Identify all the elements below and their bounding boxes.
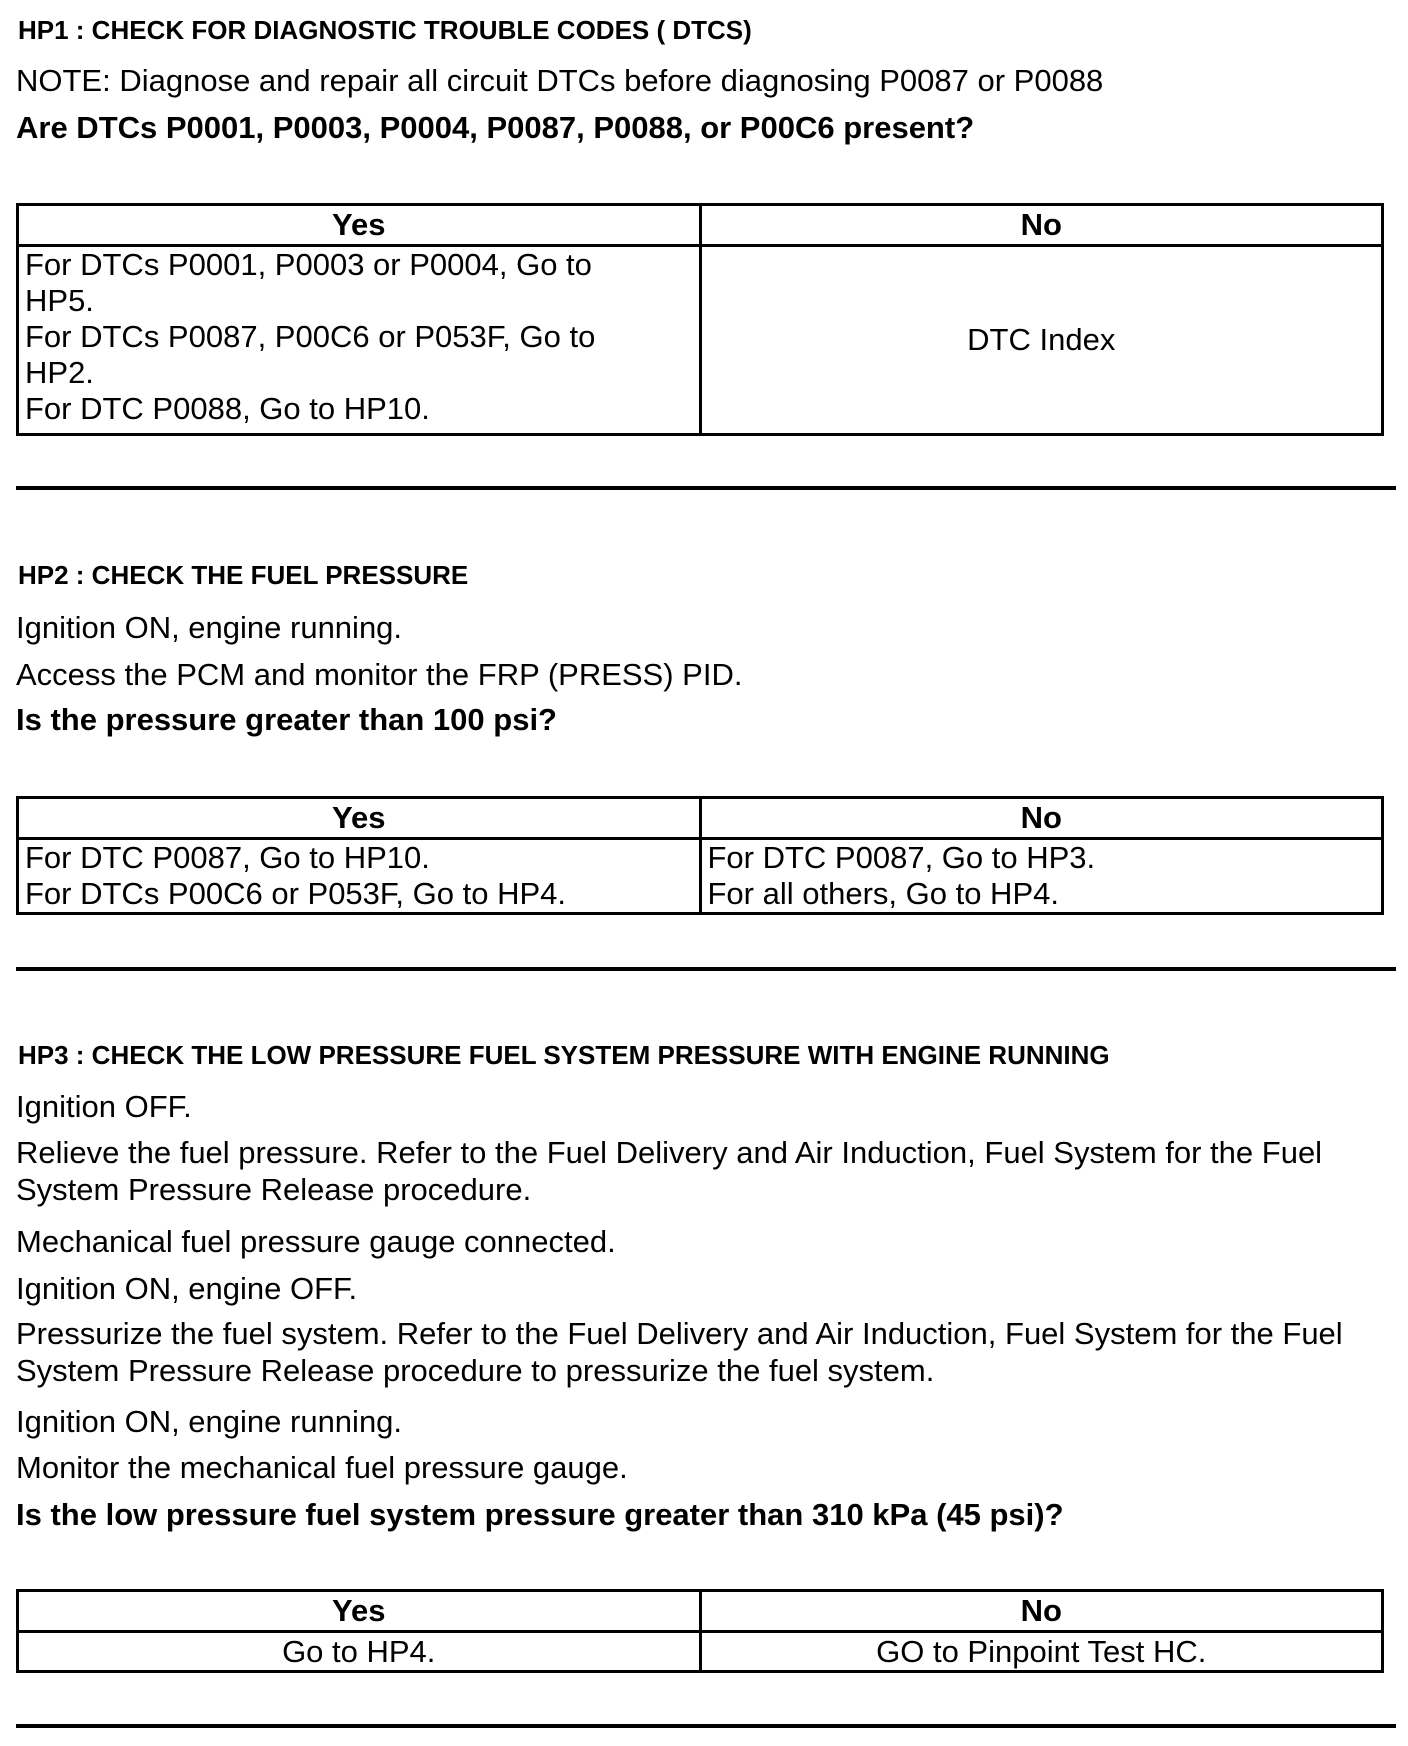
hp2-no-header: No <box>700 798 1383 839</box>
hp3-question: Is the low pressure fuel system pressure greater than 310 kPa (45 psi)? <box>16 1497 1064 1532</box>
hp2-yes-header: Yes <box>18 798 701 839</box>
section-divider <box>16 1724 1396 1728</box>
hp3-no-cell: GO to Pinpoint Test HC. <box>700 1632 1383 1672</box>
hp1-yes-header: Yes <box>18 205 701 246</box>
hp2-yes-line-2: For DTCs P00C6 or P053F, Go to HP4. <box>25 876 566 911</box>
hp2-question: Is the pressure greater than 100 psi? <box>16 702 557 737</box>
hp1-note: NOTE: Diagnose and repair all circuit DTCs before diagnosing P0087 or P0088 <box>16 63 1104 98</box>
hp2-result-table <box>16 796 1384 915</box>
hp1-no-cell: DTC Index <box>700 246 1383 435</box>
hp3-step-2: Relieve the fuel pressure. Refer to the Fuel Delivery and Air Induction, Fuel System for the Fuel System Pressure Release procedure. <box>16 1135 1323 1207</box>
hp1-yes-line-2: For DTCs P0087, P00C6 or P053F, Go to HP2. <box>25 319 596 390</box>
section-divider <box>16 967 1396 971</box>
hp3-step-6: Ignition ON, engine running. <box>16 1404 403 1439</box>
hp3-step-7: Monitor the mechanical fuel pressure gauge. <box>16 1450 628 1485</box>
hp2-title: HP2 : CHECK THE FUEL PRESSURE <box>18 560 469 590</box>
hp1-yes-line-3: For DTC P0088, Go to HP10. <box>25 391 430 426</box>
hp3-result-table <box>16 1589 1384 1673</box>
hp2-yes-cell <box>18 839 701 914</box>
hp2-step-1: Ignition ON, engine running. <box>16 610 403 645</box>
hp3-yes-header: Yes <box>18 1591 701 1632</box>
hp1-result-table <box>16 203 1384 436</box>
hp3-yes-cell: Go to HP4. <box>18 1632 701 1672</box>
section-divider <box>16 486 1396 490</box>
hp2-no-line-1: For DTC P0087, Go to HP3. <box>707 840 1096 875</box>
hp1-yes-line-1: For DTCs P0001, P0003 or P0004, Go to HP5. <box>25 247 592 318</box>
hp3-title: HP3 : CHECK THE LOW PRESSURE FUEL SYSTEM PRESSURE WITH ENGINE RUNNING <box>18 1040 1110 1070</box>
hp1-yes-cell <box>18 246 701 435</box>
hp3-no-header: No <box>700 1591 1383 1632</box>
hp3-step-5: Pressurize the fuel system. Refer to the Fuel Delivery and Air Induction, Fuel System for the Fuel System Pressure Release procedure to pressurize the fuel system. <box>16 1316 1343 1388</box>
hp1-no-header: No <box>700 205 1383 246</box>
hp2-no-cell <box>700 839 1383 914</box>
hp3-step-4: Ignition ON, engine OFF. <box>16 1271 358 1306</box>
hp1-question: Are DTCs P0001, P0003, P0004, P0087, P0088, or P00C6 present? <box>16 110 975 145</box>
hp3-step-3: Mechanical fuel pressure gauge connected. <box>16 1224 616 1259</box>
hp2-yes-line-1: For DTC P0087, Go to HP10. <box>25 840 430 875</box>
hp2-step-2: Access the PCM and monitor the FRP (PRESS) PID. <box>16 657 743 692</box>
hp1-title: HP1 : CHECK FOR DIAGNOSTIC TROUBLE CODES ( DTCS) <box>18 15 752 45</box>
hp3-step-1: Ignition OFF. <box>16 1089 192 1124</box>
hp2-no-line-2: For all others, Go to HP4. <box>707 876 1059 911</box>
